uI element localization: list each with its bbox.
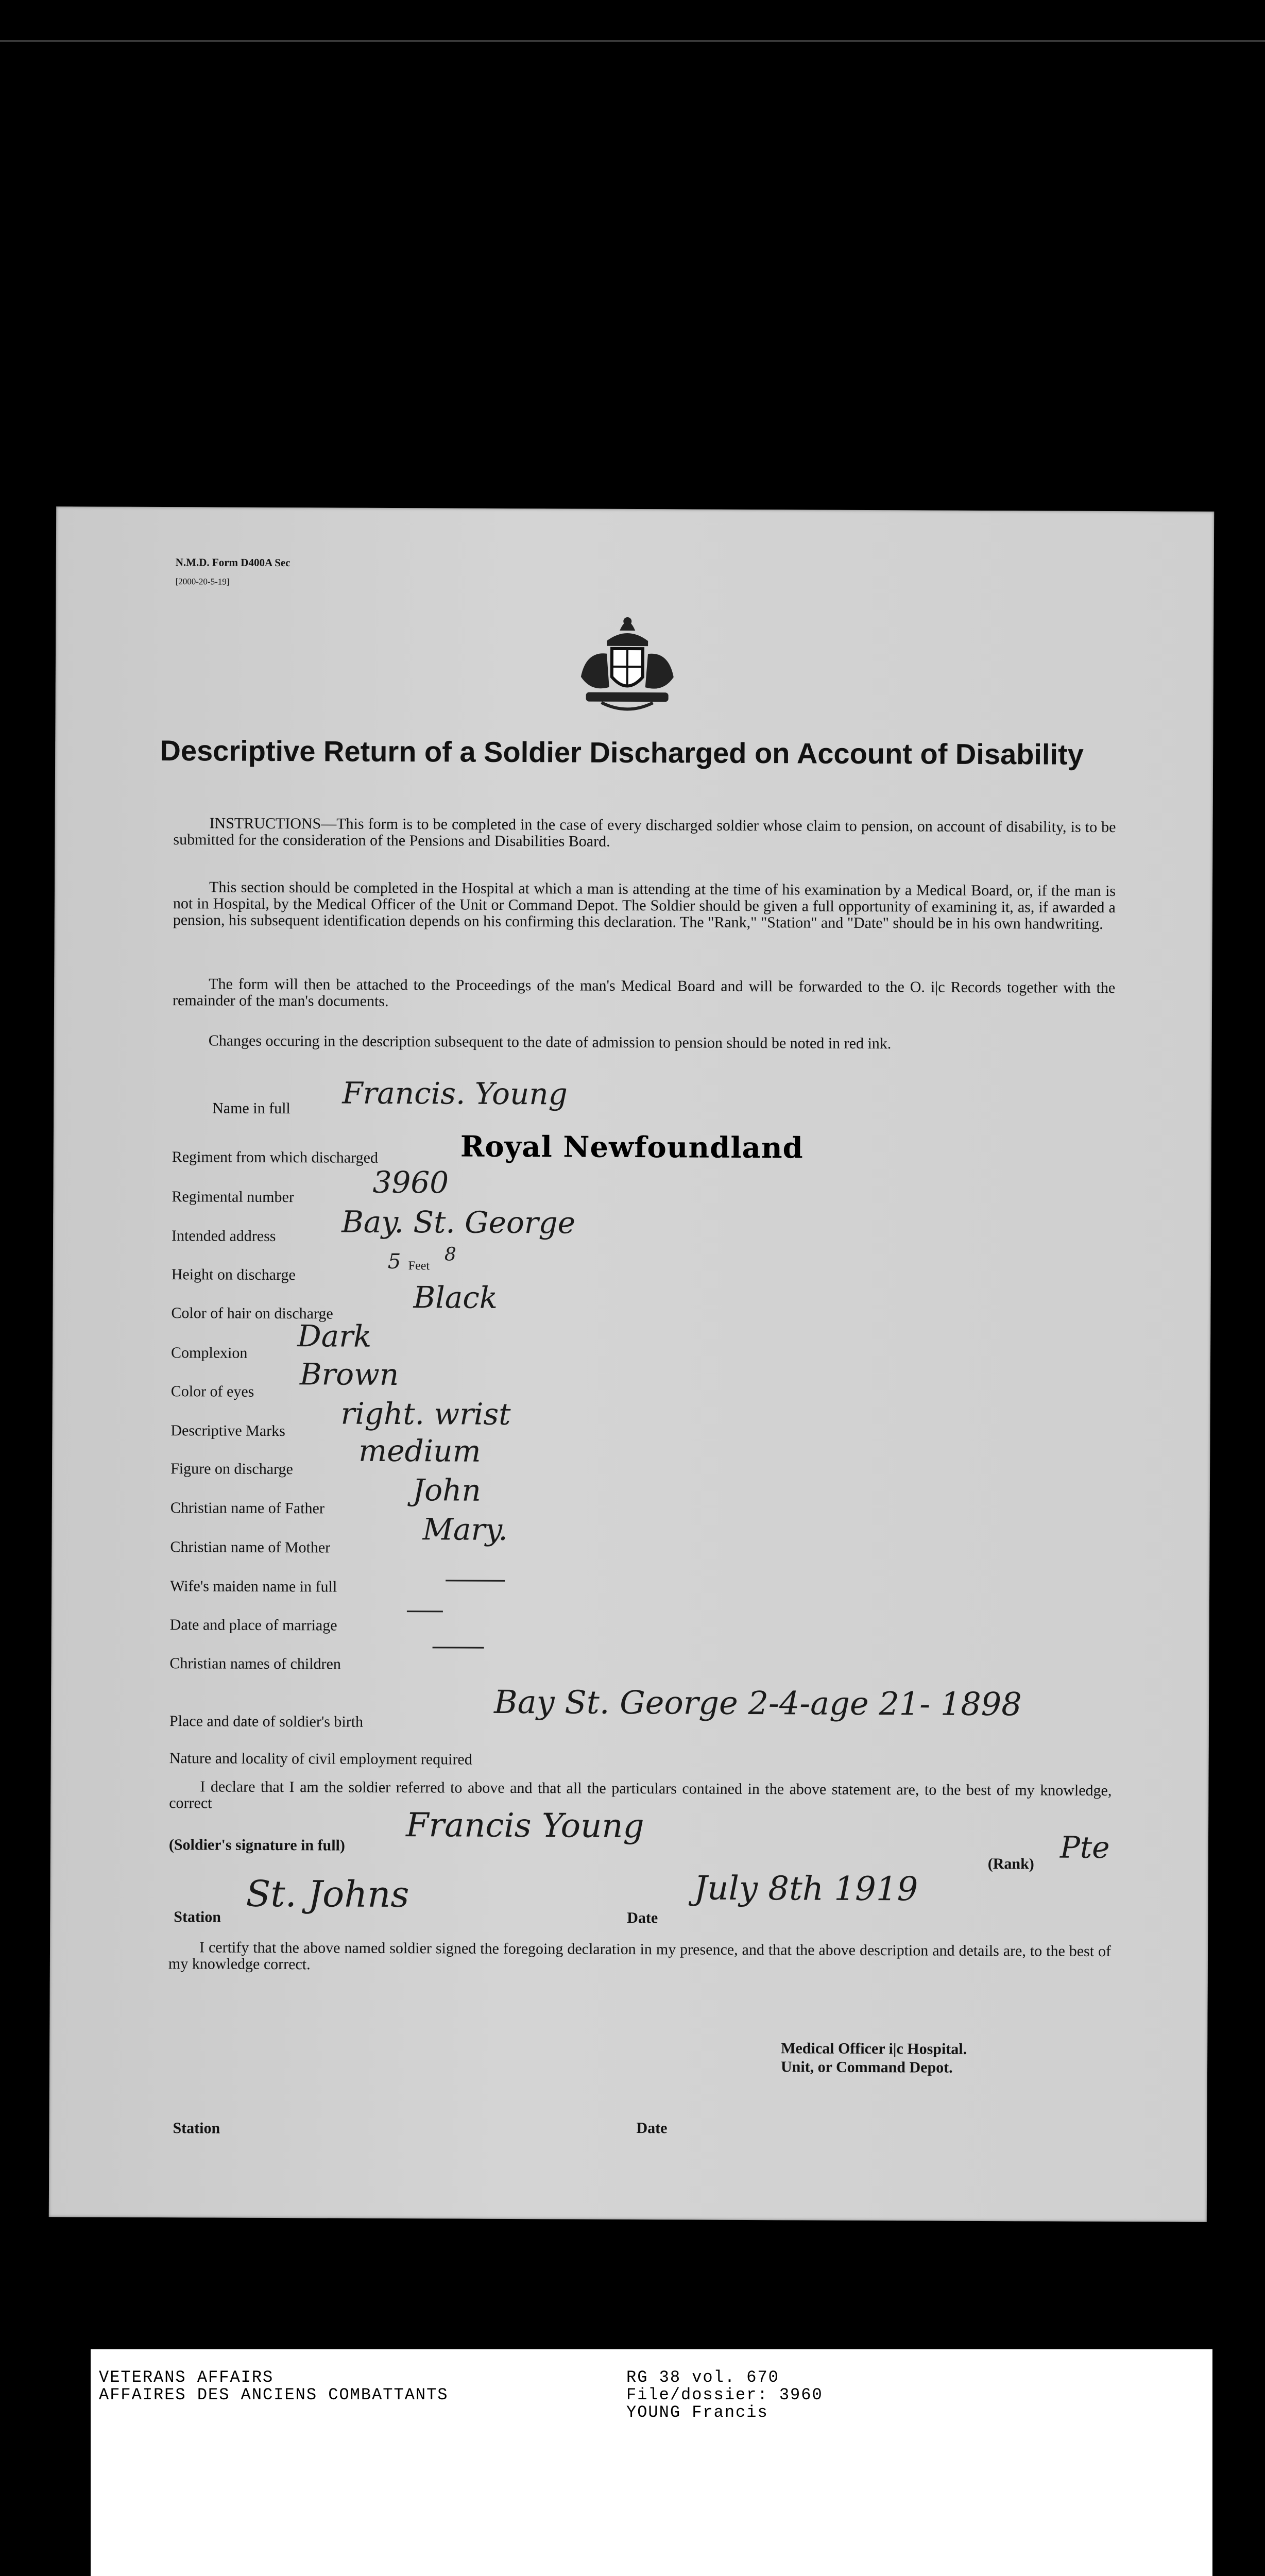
date-value: July 8th 1919	[694, 1869, 918, 1909]
date-label: Date	[627, 1909, 658, 1927]
father-label: Christian name of Father	[170, 1499, 324, 1517]
address-value: Bay. St. George	[341, 1204, 576, 1241]
scan-top-line	[0, 40, 1265, 42]
eyes-value: Brown	[299, 1357, 399, 1393]
marks-value: right. wrist	[340, 1396, 511, 1432]
mother-label: Christian name of Mother	[170, 1538, 331, 1556]
address-label: Intended address	[172, 1227, 276, 1245]
print-code: [2000-20-5-19]	[175, 577, 230, 587]
card-agency-en: VETERANS AFFAIRS	[99, 2368, 274, 2387]
rank-label: (Rank)	[987, 1855, 1034, 1873]
card-agency-fr: AFFAIRES DES ANCIENS COMBATTANTS	[99, 2385, 449, 2404]
hair-value: Black	[413, 1280, 498, 1315]
complexion-label: Complexion	[171, 1344, 248, 1362]
instructions-4: Changes occuring in the description subsequent to the date of admission to pension should be noted in red ink.	[208, 1032, 892, 1053]
instructions-2: This section should be completed in the Hospital at which a man is attending at the time of his examination by a Medical Board, or, if the man is not in Hospital, by the Medical Officer of the Unit or Command Depot. The Soldier should be given a full opportunity of examining it, as, if awarded a pension, his subsequent identification depends on his confirming this declaration. The "Rank," "Station" and "Date" should be in his own handwriting.	[173, 878, 1116, 933]
station-label: Station	[174, 1908, 221, 1926]
royal-crest-emblem	[570, 609, 684, 718]
archive-reference-card	[91, 2349, 1212, 2576]
medical-officer-line-1: Medical Officer i|c Hospital.	[781, 2040, 967, 2058]
name-value: Francis. Young	[342, 1075, 568, 1112]
wife-dash	[446, 1580, 505, 1582]
rank-value: Pte	[1059, 1829, 1110, 1866]
station-value: St. Johns	[246, 1872, 409, 1916]
wife-label: Wife's maiden name in full	[170, 1578, 337, 1596]
children-label: Christian names of children	[169, 1655, 341, 1673]
regiment-label: Regiment from which discharged	[172, 1148, 379, 1166]
date-label-2: Date	[636, 2120, 668, 2137]
height-feet-label: Feet	[408, 1259, 430, 1273]
number-label: Regimental number	[172, 1188, 294, 1206]
height-inches-value: 8	[444, 1244, 456, 1265]
instructions-3: The form will then be attached to the Proceedings of the man's Medical Board and will be forwarded to the O. i|c Records together with the remainder of the man's documents.	[173, 975, 1116, 1010]
marriage-label: Date and place of marriage	[169, 1616, 337, 1634]
station-label-2: Station	[173, 2120, 220, 2137]
figure-label: Figure on discharge	[170, 1460, 293, 1478]
form-title: Descriptive Return of a Soldier Discharged on Account of Disability	[160, 734, 1084, 771]
form-page	[49, 506, 1214, 2222]
children-dash	[433, 1647, 484, 1648]
figure-value: medium	[358, 1433, 481, 1469]
name-label: Name in full	[212, 1099, 290, 1117]
card-volume: RG 38 vol. 670	[626, 2368, 779, 2387]
marriage-dash	[407, 1611, 443, 1612]
eyes-label: Color of eyes	[170, 1383, 254, 1400]
father-value: John	[412, 1472, 481, 1508]
signature-value: Francis Young	[405, 1806, 644, 1846]
declaration-text: I declare that I am the soldier referred to above and that all the particulars contained in the above statement are, to the best of my knowledge, correct	[169, 1778, 1112, 1812]
hair-label: Color of hair on discharge	[171, 1304, 333, 1323]
card-soldier-name: YOUNG Francis	[626, 2403, 768, 2422]
form-code: N.M.D. Form D400A Sec	[175, 556, 290, 569]
complexion-value: Dark	[297, 1318, 372, 1354]
employment-label: Nature and locality of civil employment required	[169, 1750, 472, 1768]
medical-officer-line-2: Unit, or Command Depot.	[780, 2058, 953, 2076]
birth-value: Bay St. George 2-4-age 21- 1898	[493, 1683, 1022, 1723]
height-label: Height on discharge	[171, 1266, 296, 1284]
regiment-value-stamp: Royal Newfoundland	[460, 1129, 804, 1165]
certify-text: I certify that the above named soldier signed the foregoing declaration in my presence, and that the above description and details are, to the best of my knowledge correct.	[168, 1939, 1112, 1973]
card-file-number: File/dossier: 3960	[626, 2385, 823, 2404]
mother-value: Mary.	[422, 1512, 508, 1547]
height-feet-value: 5	[387, 1249, 401, 1274]
signature-label: (Soldier's signature in full)	[168, 1836, 345, 1854]
marks-label: Descriptive Marks	[170, 1422, 285, 1440]
instructions-1: INSTRUCTIONS—This form is to be completed in the case of every discharged soldier whose claim to pension, on account of disability, is to be submitted for the consideration of the Pensions and Disabilities Board.	[173, 815, 1116, 850]
number-value: 3960	[372, 1164, 449, 1200]
birth-label: Place and date of soldier's birth	[169, 1713, 364, 1731]
